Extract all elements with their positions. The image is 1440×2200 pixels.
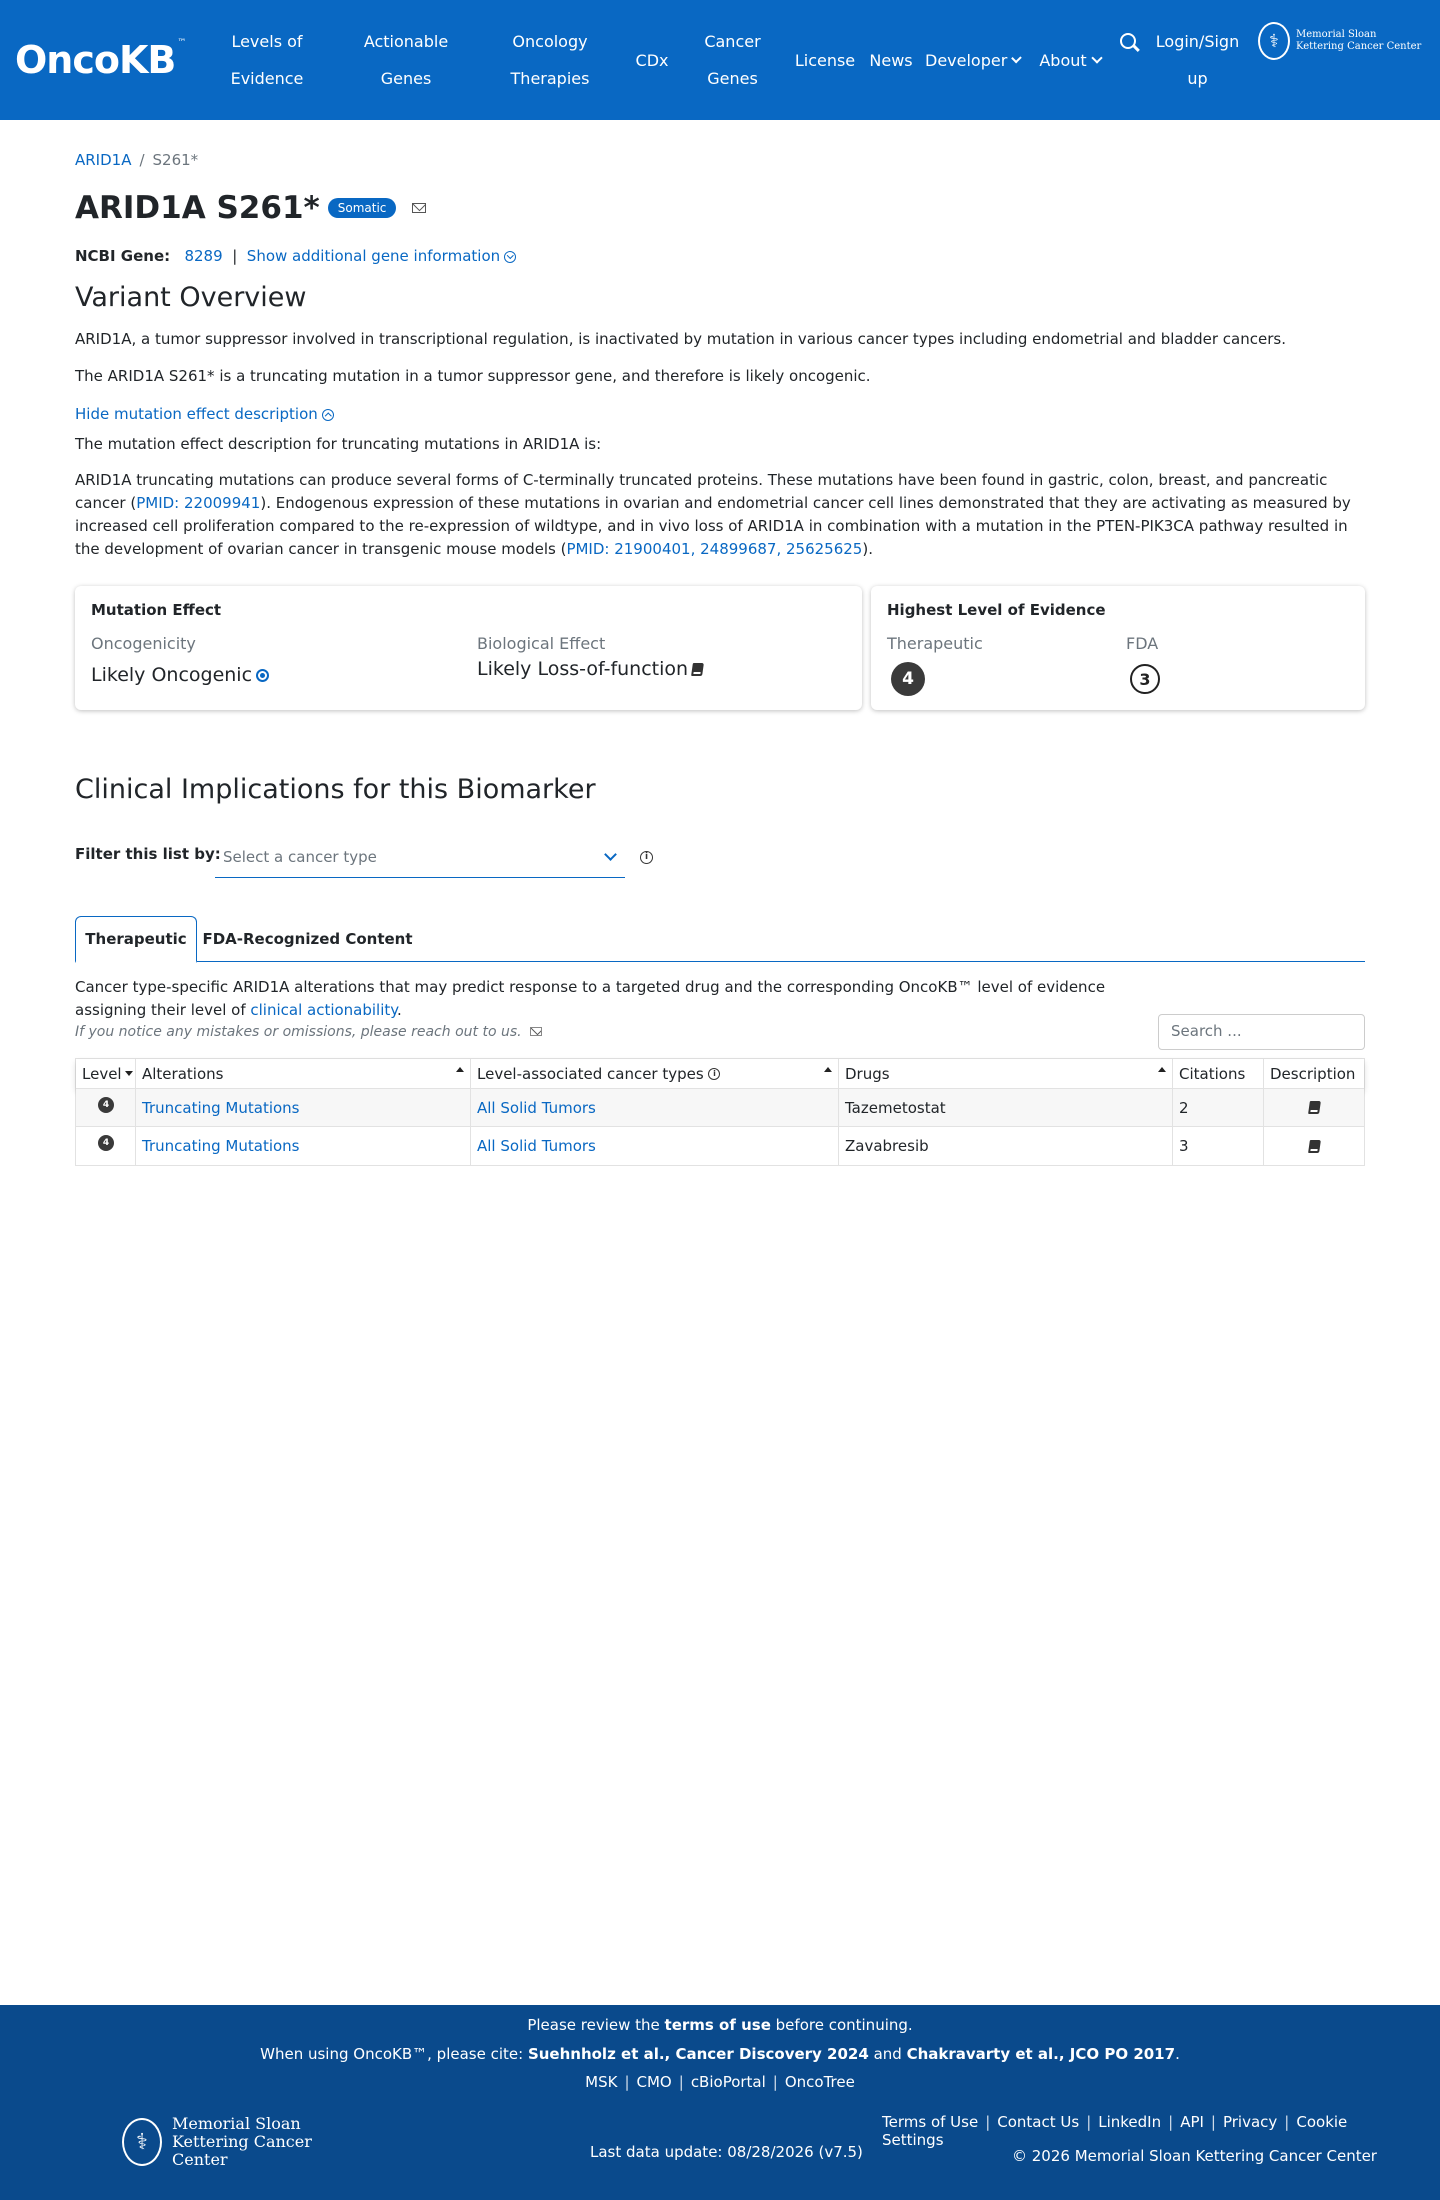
col-cancer-types[interactable]: Level-associated cancer types i bbox=[471, 1059, 839, 1088]
chevron-down-icon bbox=[604, 848, 617, 861]
sort-desc-icon bbox=[125, 1071, 133, 1076]
nav-oncology-therapies[interactable]: Oncology Therapies bbox=[510, 32, 590, 88]
alteration-link[interactable]: Truncating Mutations bbox=[142, 1137, 300, 1155]
somatic-badge: Somatic bbox=[328, 198, 397, 218]
terms-notice: Please review the terms of use before continuing. bbox=[527, 2016, 913, 2034]
col-alterations[interactable]: Alterations bbox=[136, 1059, 471, 1088]
oncogenicity-value: Likely Oncogenic bbox=[91, 664, 269, 686]
info-icon[interactable]: i bbox=[640, 851, 653, 864]
citation-link[interactable]: Chakravarty et al., JCO PO 2017 bbox=[906, 2045, 1176, 2063]
nav-license[interactable]: License bbox=[794, 50, 856, 70]
footer-msk-logo[interactable]: ⚕ Memorial Sloan Kettering Cancer Center bbox=[122, 2115, 372, 2169]
oncokb-logo[interactable]: OncoKB ™ bbox=[15, 38, 186, 82]
footer-link-cbioportal[interactable]: cBioPortal bbox=[690, 2073, 766, 2091]
pmid-link[interactable]: PMID: 21900401, 24899687, 25625625 bbox=[566, 540, 863, 558]
clinical-implications-heading: Clinical Implications for this Biomarker bbox=[75, 774, 596, 805]
footer-link-contact[interactable]: Contact Us bbox=[997, 2113, 1080, 2131]
login-signup-link[interactable]: Login/Sign up bbox=[1155, 32, 1240, 88]
mutation-effect-description: ARID1A truncating mutations can produce several forms of C-terminally truncated proteins. These mutations have been found in gastric, colon, breast, and pancreatic cancer (PMID: 22009941). Endogenous expression of these mutations in ovarian and endometrial cancer cell lines demonstrated that they are activating as measured by increased cell proliferation compared to the re-expression of wildtype, and in vivo loss of ARID1A in combination with a mutation in the PTEN-PIK3CA pathway resulted in the development of ovarian cancer in transgenic mouse models (PMID: 21900401, 24899687, 25625625). bbox=[75, 471, 1351, 558]
citation-notice: When using OncoKB™, please cite: Suehnholz et al., Cancer Discovery 2024 and Chakravarty et al., JCO PO 2017. bbox=[260, 2045, 1180, 2063]
hide-description-toggle[interactable]: Hide mutation effect description bbox=[75, 403, 1365, 426]
chevron-down-icon bbox=[1091, 52, 1102, 63]
highest-level-card: Highest Level of Evidence Therapeutic 4 FDA 3 bbox=[871, 586, 1365, 710]
breadcrumb: ARID1A / S261* bbox=[75, 151, 199, 169]
col-citations[interactable]: Citations bbox=[1173, 1059, 1264, 1088]
msk-emblem-icon: ⚕ bbox=[122, 2118, 162, 2166]
tab-fda-recognized[interactable]: FDA-Recognized Content bbox=[202, 930, 413, 948]
col-description[interactable]: Description bbox=[1270, 1064, 1356, 1083]
nav-levels-of-evidence[interactable]: Levels of Evidence bbox=[230, 32, 304, 88]
cancer-type-link[interactable]: All Solid Tumors bbox=[477, 1137, 596, 1155]
footer-link-linkedin[interactable]: LinkedIn bbox=[1098, 2113, 1162, 2131]
footer-right-links: Terms of Use | Contact Us | LinkedIn | API | Privacy | Cookie Settings bbox=[882, 2113, 1348, 2149]
table-search-input[interactable]: Search ... bbox=[1158, 1014, 1365, 1050]
sort-asc-icon bbox=[1158, 1067, 1166, 1072]
alteration-link[interactable]: Truncating Mutations bbox=[142, 1098, 300, 1117]
book-icon[interactable] bbox=[691, 663, 704, 676]
drug-cell: Tazemetostat bbox=[839, 1089, 1173, 1126]
nav-developer[interactable]: Developer bbox=[925, 0, 1020, 120]
msk-logo[interactable]: ⚕ Memorial Sloan Kettering Cancer Center bbox=[1258, 22, 1426, 60]
footer-link-privacy[interactable]: Privacy bbox=[1222, 2113, 1278, 2131]
mutation-effect-intro: The mutation effect description for truncating mutations in ARID1A is: bbox=[75, 435, 602, 453]
pmid-link[interactable]: PMID: 22009941 bbox=[136, 494, 261, 512]
nav-about[interactable]: About bbox=[1036, 0, 1104, 120]
book-icon[interactable] bbox=[1308, 1101, 1321, 1114]
nav-cdx[interactable]: CDx bbox=[635, 50, 669, 70]
clinical-actionability-link[interactable]: clinical actionability bbox=[250, 1001, 398, 1019]
footer-link-api[interactable]: API bbox=[1180, 2113, 1204, 2131]
terms-of-use-link[interactable]: terms of use bbox=[664, 2016, 771, 2034]
tab-therapeutic[interactable]: Therapeutic bbox=[75, 916, 197, 963]
search-icon[interactable] bbox=[1120, 33, 1136, 49]
footer-partner-links: MSK | CMO | cBioPortal | OncoTree bbox=[585, 2073, 855, 2091]
level-badge[interactable]: 4 bbox=[98, 1135, 114, 1151]
chevron-down-icon bbox=[1011, 52, 1021, 62]
variant-overview-heading: Variant Overview bbox=[75, 282, 307, 313]
feedback-notice: If you notice any mistakes or omissions, please reach out to us. bbox=[75, 1024, 542, 1040]
show-gene-info-toggle[interactable]: Show additional gene information bbox=[247, 247, 516, 265]
ncbi-gene-link[interactable]: 8289 bbox=[184, 247, 223, 265]
citation-link[interactable]: Suehnholz et al., Cancer Discovery 2024 bbox=[527, 2045, 869, 2063]
table-header bbox=[76, 1059, 1364, 1089]
fda-level-badge[interactable]: 3 bbox=[1130, 664, 1160, 694]
citations-cell[interactable]: 3 bbox=[1173, 1127, 1264, 1165]
sort-asc-icon bbox=[824, 1067, 832, 1072]
table-row bbox=[76, 1127, 1364, 1165]
footer-link-oncotree[interactable]: OncoTree bbox=[784, 2073, 855, 2091]
variant-summary: The ARID1A S261* is a truncating mutation in a tumor suppressor gene, and therefore is likely oncogenic. bbox=[75, 367, 871, 385]
col-drugs[interactable]: Drugs bbox=[839, 1059, 1173, 1088]
nav-cancer-genes[interactable]: Cancer Genes bbox=[704, 32, 761, 88]
therapeutic-description: Cancer type-specific ARID1A alterations that may predict response to a targeted drug and the corresponding OncoKB™ level of evidence assigning their level of clinical actionability. bbox=[75, 978, 1106, 1019]
gene-summary: ARID1A, a tumor suppressor involved in transcriptional regulation, is inactivated by mutation in various cancer types including endometrial and bladder cancers. bbox=[75, 330, 1286, 348]
table-row bbox=[76, 1089, 1364, 1127]
nav-news[interactable]: News bbox=[869, 50, 913, 70]
mutation-effect-card: Mutation Effect Oncogenicity Likely Oncogenic Biological Effect Likely Loss-of-function bbox=[75, 586, 862, 710]
nav-actionable-genes[interactable]: Actionable Genes bbox=[363, 32, 449, 88]
footer-link-msk[interactable]: MSK bbox=[585, 2073, 618, 2091]
breadcrumb-gene-link[interactable]: ARID1A bbox=[75, 151, 132, 169]
msk-emblem-icon: ⚕ bbox=[1258, 22, 1290, 60]
cancer-type-link[interactable]: All Solid Tumors bbox=[477, 1098, 596, 1117]
mail-icon[interactable] bbox=[530, 1027, 542, 1036]
book-icon[interactable] bbox=[1308, 1140, 1321, 1153]
page-title: ARID1A S261* bbox=[75, 190, 320, 226]
title-row bbox=[75, 190, 426, 226]
oncogenicity-icon bbox=[256, 669, 269, 682]
chevron-circle-up-icon bbox=[322, 409, 334, 421]
cancer-type-select[interactable]: Select a cancer type bbox=[215, 840, 625, 878]
last-data-update: Last data update: 08/28/2026 (v7.5) bbox=[590, 2143, 863, 2161]
therapeutic-table bbox=[75, 1058, 1365, 1166]
footer bbox=[0, 2005, 1440, 2200]
copyright: © 2026 Memorial Sloan Kettering Cancer Center bbox=[1012, 2147, 1377, 2165]
info-icon[interactable]: i bbox=[708, 1068, 720, 1080]
footer-link-cmo[interactable]: CMO bbox=[636, 2073, 672, 2091]
therapeutic-level-badge[interactable]: 4 bbox=[891, 662, 925, 696]
top-navbar bbox=[0, 0, 1440, 120]
drug-cell: Zavabresib bbox=[839, 1127, 1173, 1165]
chevron-circle-down-icon bbox=[504, 251, 516, 263]
mail-icon[interactable] bbox=[412, 203, 426, 213]
footer-link-cookies[interactable]: Cookie Settings bbox=[882, 2113, 1348, 2149]
breadcrumb-current: S261* bbox=[152, 151, 199, 169]
col-level[interactable]: Level bbox=[76, 1059, 136, 1088]
sort-asc-icon bbox=[456, 1067, 464, 1072]
citations-cell[interactable]: 2 bbox=[1173, 1089, 1264, 1126]
footer-link-terms[interactable]: Terms of Use bbox=[882, 2113, 979, 2131]
biological-effect-value: Likely Loss-of-function bbox=[477, 658, 703, 680]
level-badge[interactable]: 4 bbox=[98, 1097, 114, 1113]
ncbi-gene-row: NCBI Gene: 8289 | Show additional gene information bbox=[75, 247, 516, 265]
